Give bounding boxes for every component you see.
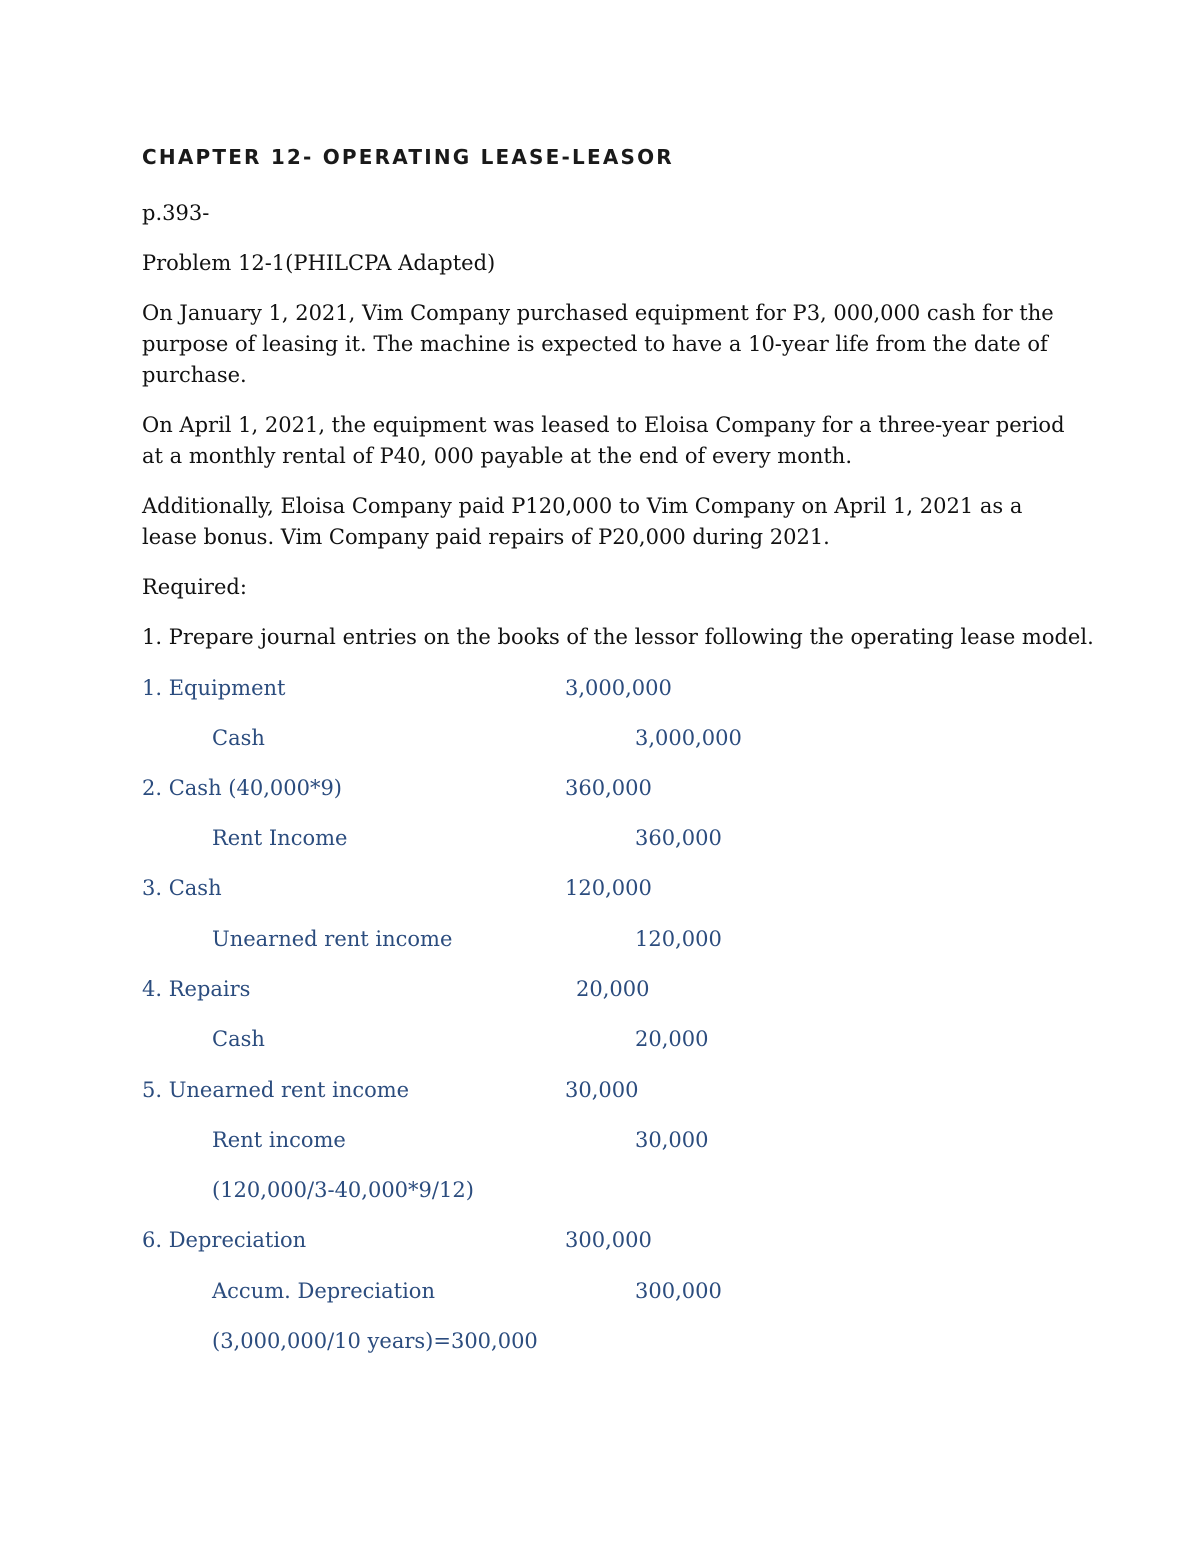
entry-6-credit-amount: 300,000 xyxy=(635,1279,722,1303)
paragraph-bonus-repairs: Additionally, Eloisa Company paid P120,000 to Vim Company on April 1, 2021 as a lease bonus. Vim Company paid repairs of P20,000 during 2021. xyxy=(142,494,1023,549)
entry-1-credit-amount: 3,000,000 xyxy=(635,726,742,750)
entry-4-credit-amount: 20,000 xyxy=(635,1027,709,1051)
required-label: Required: xyxy=(142,575,247,599)
entry-1-credit-account: Cash xyxy=(212,726,265,750)
entry-2-debit-amount: 360,000 xyxy=(565,776,652,800)
page-reference: p.393- xyxy=(142,201,210,225)
entry-3-credit-amount: 120,000 xyxy=(635,927,722,951)
entry-1-debit-amount: 3,000,000 xyxy=(565,676,672,700)
entry-5-credit-account: Rent income xyxy=(212,1128,346,1152)
instruction-line: 1. Prepare journal entries on the books of the lessor following the operating lease model. xyxy=(142,625,1094,649)
entry-4-debit-amount: 20,000 xyxy=(576,977,650,1001)
paragraph-purchase: On January 1, 2021, Vim Company purchased equipment for P3, 000,000 cash for the purpose of leasing it. The machine is expected to have a 10-year life from the date of purchase. xyxy=(142,301,1054,387)
entry-1-debit-account: 1. Equipment xyxy=(142,676,286,700)
entry-3-debit-amount: 120,000 xyxy=(565,876,652,900)
entry-6-credit-account: Accum. Depreciation xyxy=(212,1279,435,1303)
entry-3-debit-account: 3. Cash xyxy=(142,876,222,900)
entry-5-computation-note: (120,000/3-40,000*9/12) xyxy=(212,1178,474,1202)
entry-6-debit-amount: 300,000 xyxy=(565,1228,652,1252)
entry-5-credit-amount: 30,000 xyxy=(635,1128,709,1152)
entry-4-debit-account: 4. Repairs xyxy=(142,977,251,1001)
entry-5-debit-account: 5. Unearned rent income xyxy=(142,1078,410,1102)
problem-title: Problem 12-1(PHILCPA Adapted) xyxy=(142,251,496,275)
chapter-heading: CHAPTER 12- OPERATING LEASE-LEASOR xyxy=(142,145,674,169)
entry-2-credit-amount: 360,000 xyxy=(635,826,722,850)
entry-5-debit-amount: 30,000 xyxy=(565,1078,639,1102)
entry-2-debit-account: 2. Cash (40,000*9) xyxy=(142,776,343,800)
entry-6-debit-account: 6. Depreciation xyxy=(142,1228,307,1252)
entry-6-computation-note: (3,000,000/10 years)=300,000 xyxy=(212,1329,538,1353)
entry-4-credit-account: Cash xyxy=(212,1027,265,1051)
entry-3-credit-account: Unearned rent income xyxy=(212,927,453,951)
entry-2-credit-account: Rent Income xyxy=(212,826,348,850)
paragraph-lease-terms: On April 1, 2021, the equipment was leased to Eloisa Company for a three-year period at a monthly rental of P40, 000 payable at the end of every month. xyxy=(142,413,1065,468)
